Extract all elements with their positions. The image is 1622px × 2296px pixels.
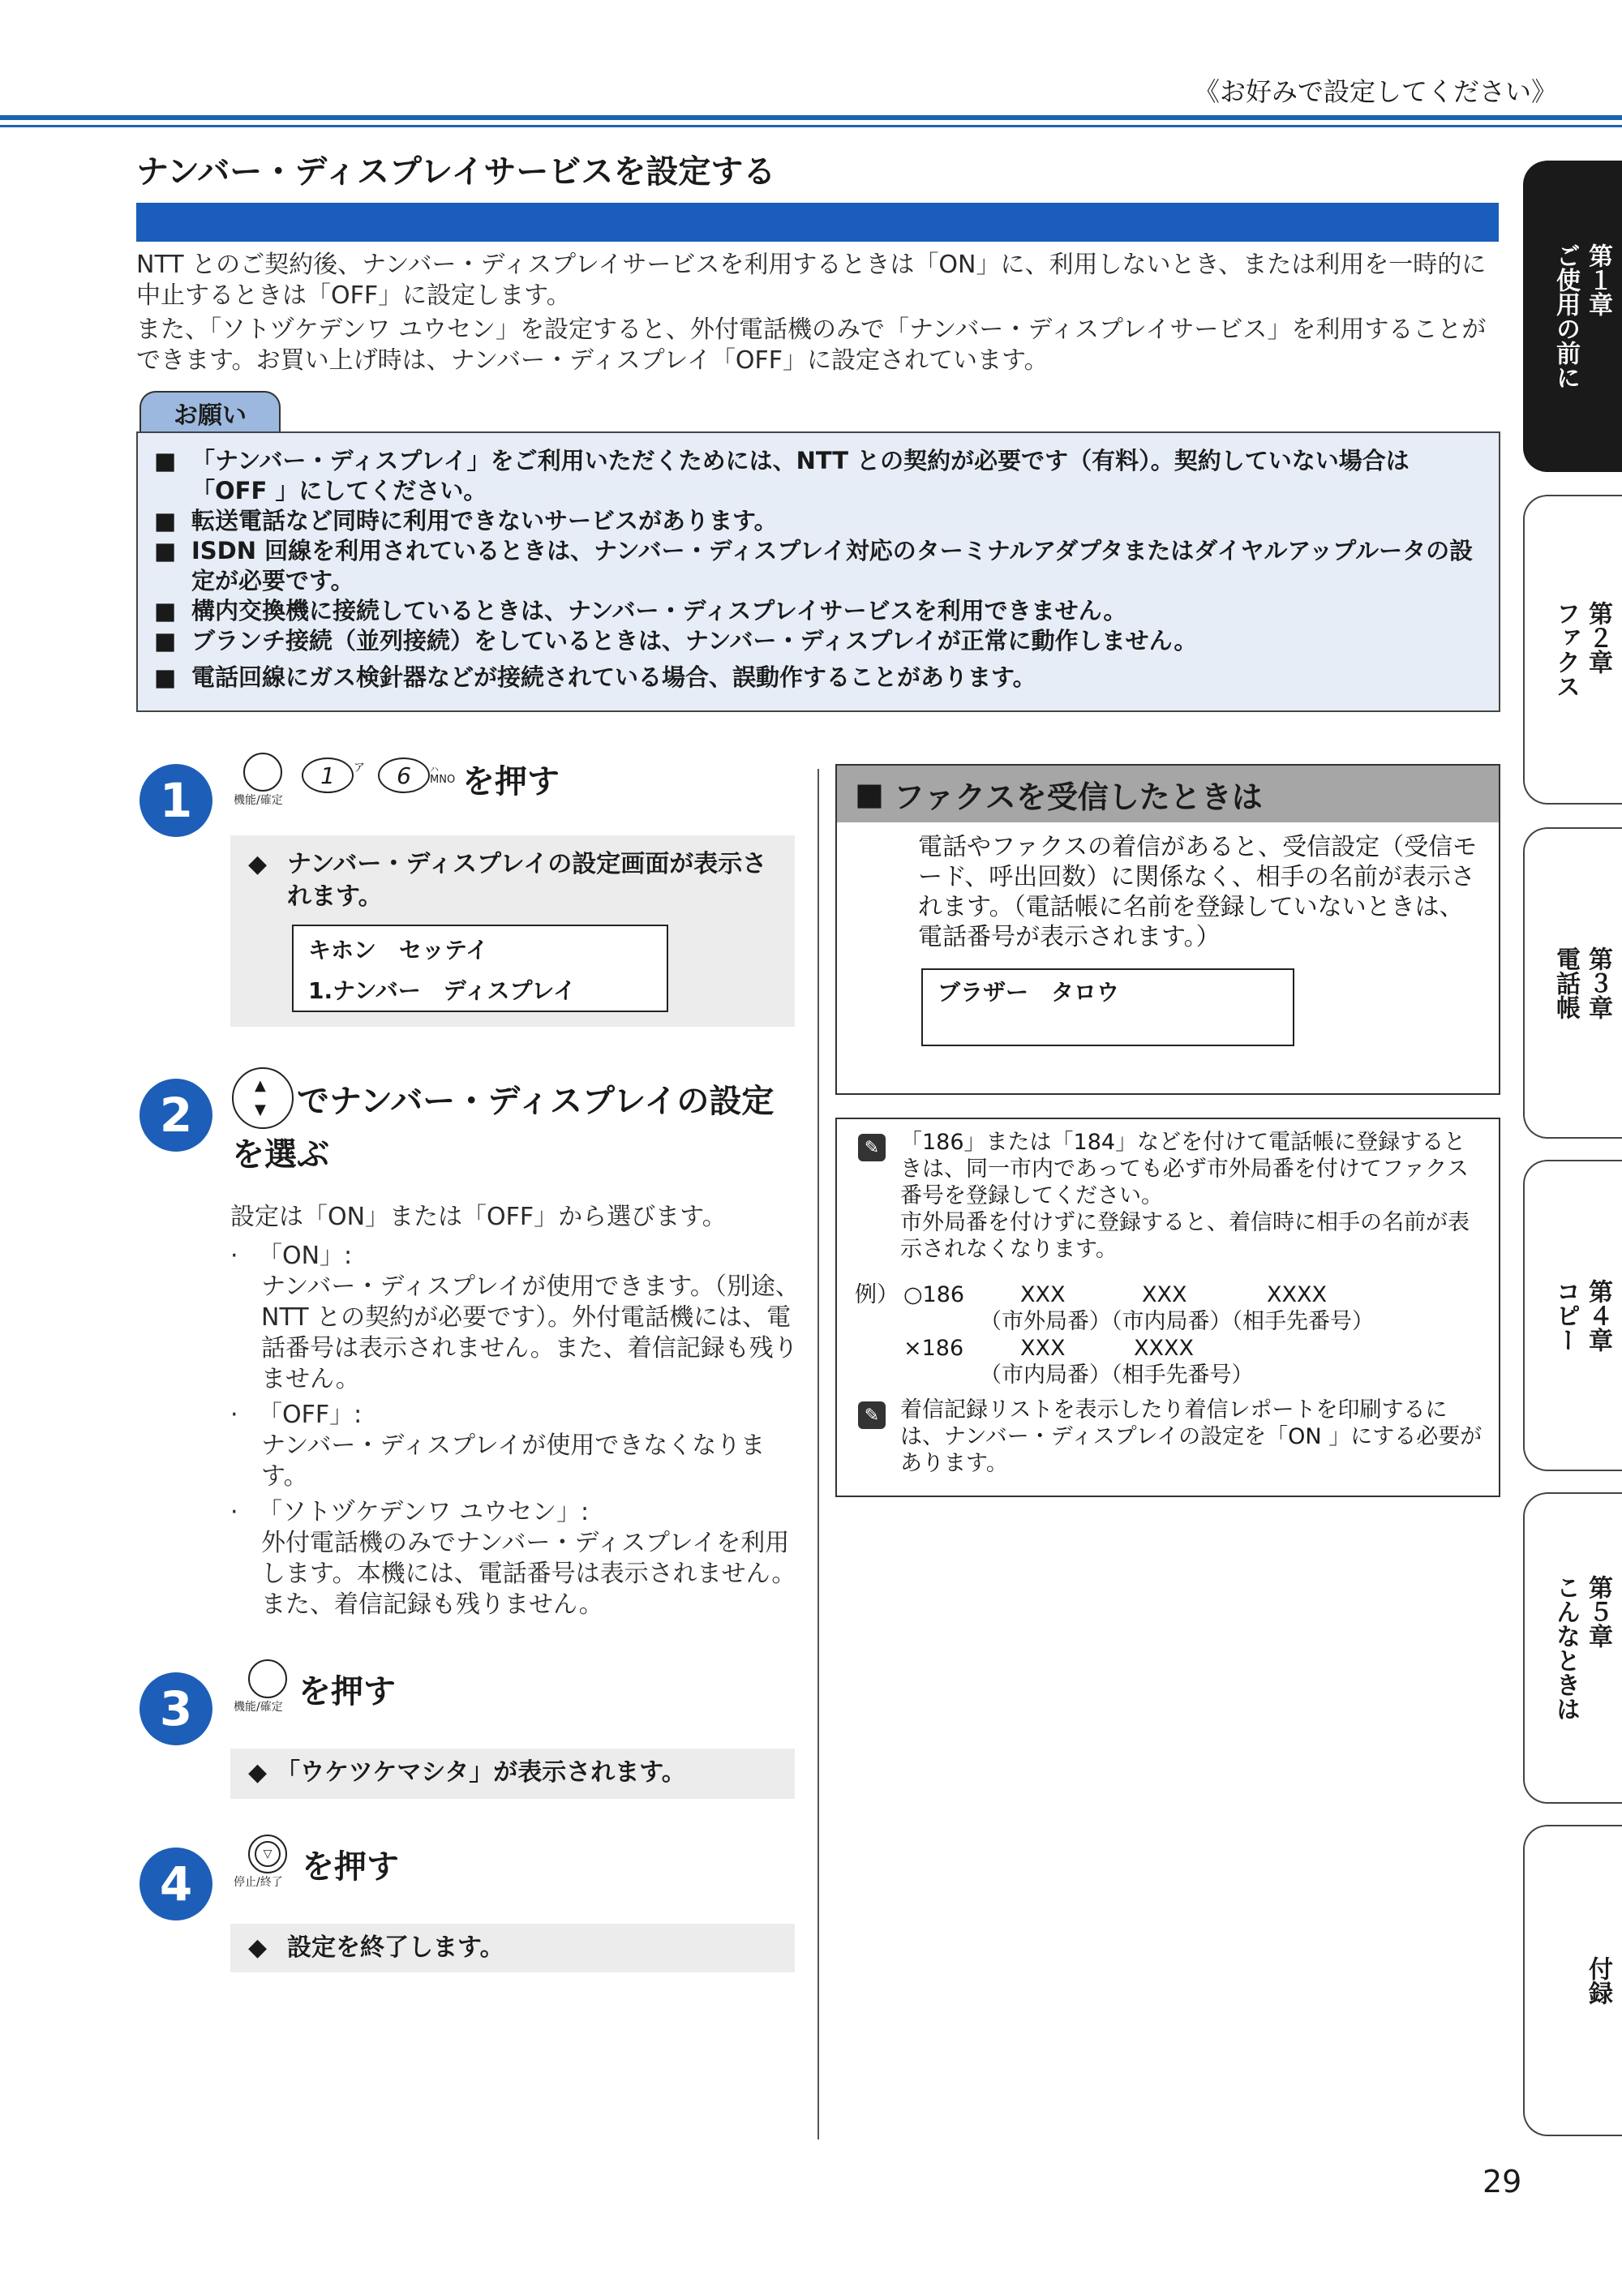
step-4-result: 設定を終了します。 [287, 1933, 504, 1962]
key-6-digit: 6 [397, 762, 411, 789]
chapter-tab-label: 第２章 ファクス [1551, 601, 1612, 698]
diamond-bullet: ◆ [248, 850, 268, 878]
example-1-area: XXX [1020, 1282, 1066, 1307]
header-rule-thin [0, 125, 1622, 127]
example-1-local: XXX [1142, 1282, 1187, 1307]
onegai-list [154, 446, 1484, 693]
function-button-icon [248, 1659, 287, 1698]
intro-text [136, 250, 1507, 380]
step-3-number: 3 [139, 1672, 212, 1745]
example-2-local: XXX [1020, 1336, 1066, 1361]
section-title: ナンバー・ディスプレイサービスを設定する [136, 153, 776, 191]
section-bar [136, 203, 1499, 242]
example-2-number: XXXX [1134, 1336, 1194, 1361]
chapter-tab-label: 第３章 電話帳 [1551, 946, 1612, 1019]
key-6-kana: ハ [430, 764, 439, 775]
step-2-number: 2 [139, 1079, 212, 1152]
stop-button-icon [248, 1835, 287, 1873]
fax-received-title: ファクスを受信したときは [893, 779, 1263, 815]
example-2-prefix: ×186 [903, 1336, 964, 1361]
step-4-action: を押す [302, 1848, 399, 1886]
lcd-display [292, 925, 668, 1012]
chapter-tab-2[interactable] [1523, 495, 1622, 805]
example-1-number: XXXX [1267, 1282, 1327, 1307]
step-2-description: 設定は「ON」または「OFF」から選びます。 [230, 1203, 727, 1231]
lcd-line-2: 1.ナンバー ディスプレイ [308, 977, 577, 1004]
chapter-tab-label: 第５章 こんなときは [1551, 1575, 1612, 1721]
intro-paragraph-2: また、「ソトヅケデンワ ユウセン」を設定すると、外付電話機のみで「ナンバー・ディスプレイサービス」を利用することができます。お買い上げ時は、ナンバー・ディスプレイ「OFF」に設定されています。 [136, 315, 1487, 375]
square-bullet: ■ [855, 776, 884, 812]
chapter-tab-label: 付録 [1584, 1956, 1612, 2005]
key-1-digit: 1 [320, 762, 335, 789]
note-1-continuation: 市外局番を付けずに登録すると、着信時に相手の名前が表示されなくなります。 [900, 1210, 1470, 1262]
memo-icon: ✎ [858, 1134, 886, 1161]
diamond-bullet: ◆ [248, 1933, 268, 1962]
running-header: 《お好みで設定してください》 [1193, 76, 1557, 107]
up-down-button-icon [232, 1067, 294, 1129]
key-6-letters: MNO [430, 774, 456, 786]
key-1-icon [302, 757, 354, 793]
chapter-tab-3[interactable] [1523, 827, 1622, 1139]
step-4-result-box [230, 1924, 795, 1972]
note-1-text: 「186」または「184」などを付けて電話帳に登録するときは、同一市内であっても必ず市外局番を付けてファクス番号を登録してください。 [900, 1130, 1469, 1208]
header-rule [0, 115, 1622, 120]
step-1-result: ナンバー・ディスプレイの設定画面が表示されます。 [287, 850, 767, 911]
option-on-text: ナンバー・ディスプレイが使用できます。（別途、NTT との契約が必要です）。外付電話機には、電話番号は表示されません。また、着信記録も残りません。 [261, 1272, 800, 1393]
example-1-labels: （市外局番）（市内局番）（相手先番号） [980, 1309, 1374, 1334]
chapter-tab-4[interactable] [1523, 1160, 1622, 1471]
onegai-item: ■ 構内交換機に接続しているときは、ナンバー・ディスプレイサービスを利用できません。 [154, 596, 1484, 626]
step-1-number: 1 [139, 764, 212, 837]
option-external-label: 「ソトヅケデンワ ユウセン」: [258, 1498, 590, 1526]
function-button-icon [243, 753, 282, 792]
option-on-label: 「ON」: [258, 1242, 353, 1270]
chapter-tab-5[interactable] [1523, 1492, 1622, 1804]
step-3-action: を押す [298, 1673, 396, 1710]
down-arrow-icon: ▼ [255, 1101, 266, 1118]
option-off-text: ナンバー・ディスプレイが使用できなくなります。 [261, 1431, 766, 1491]
onegai-label: お願い [139, 391, 281, 433]
example-label: 例） [855, 1282, 899, 1307]
page-number: 29 [1483, 2164, 1522, 2199]
notes-box [835, 1118, 1500, 1497]
chapter-tab-label: 第４章 コピー [1551, 1279, 1612, 1352]
column-divider [817, 769, 819, 2139]
example-1-prefix: ○186 [903, 1282, 965, 1307]
onegai-item: ■ 電話回線にガス検針器などが接続されている場合、誤動作することがあります。 [154, 663, 1484, 693]
note-2-text: 着信記録リストを表示したり着信レポートを印刷するには、ナンバー・ディスプレイの設定を「ON 」にする必要があります。 [900, 1397, 1483, 1476]
onegai-item: ■ 「ナンバー・ディスプレイ」をご利用いただくためには、NTT との契約が必要です（有料）。契約していない場合は「OFF 」にしてください。 [154, 446, 1484, 506]
chapter-tab-label: 第１章 ご使用の前に [1551, 243, 1612, 389]
step-2-heading-a: でナンバー・ディスプレイの設定 [297, 1083, 775, 1120]
chapter-tab-1[interactable] [1523, 161, 1622, 472]
up-arrow-icon: ▲ [255, 1077, 266, 1094]
option-off-label: 「OFF」: [258, 1401, 363, 1429]
example-2-labels: （市内局番）（相手先番号） [980, 1363, 1254, 1388]
stop-button-caption: 停止/終了 [234, 1876, 283, 1889]
chapter-tab-appendix[interactable] [1523, 1825, 1622, 2136]
step-4-number: 4 [139, 1848, 212, 1920]
function-button-caption: 機能/確定 [234, 794, 283, 807]
lcd-line-1: ブラザー タロウ [938, 979, 1120, 1006]
step-2-heading-b: を選ぶ [232, 1136, 329, 1174]
memo-icon: ✎ [858, 1401, 886, 1429]
step-3-result-box [230, 1749, 795, 1799]
option-bullet: · [230, 1498, 238, 1526]
lcd-line-1: キホン セッテイ [308, 937, 489, 963]
lcd-display [921, 968, 1294, 1046]
key-1-sub: ア [354, 762, 365, 775]
onegai-item: ■ 転送電話など同時に利用できないサービスがあります。 [154, 506, 1484, 536]
option-external-text: 外付電話機のみでナンバー・ディスプレイを利用します。本機には、電話番号は表示されません。また、着信記録も残りません。 [261, 1529, 796, 1619]
function-button-caption: 機能/確定 [234, 1701, 283, 1714]
fax-received-text: 電話やファクスの着信があると、受信設定（受信モード、呼出回数）に関係なく、相手の名前が表示されます。（電話帳に名前を登録していないときは、電話番号が表示されます。） [918, 833, 1478, 951]
fax-received-box [835, 764, 1500, 1095]
onegai-item: ■ ISDN 回線を利用されているときは、ナンバー・ディスプレイ対応のターミナルアダプタまたはダイヤルアップルータの設定が必要です。 [154, 536, 1484, 596]
step-3-result: 「ウケツケマシタ」が表示されます。 [276, 1758, 686, 1787]
option-bullet: · [230, 1242, 238, 1270]
step-1-result-box [230, 835, 795, 1027]
intro-paragraph-1: NTT とのご契約後、ナンバー・ディスプレイサービスを利用するときは「ON」に、利用しないとき、または利用を一時的に中止するときは「OFF」に設定します。 [136, 251, 1487, 310]
option-bullet: · [230, 1401, 238, 1429]
step-1-action: を押す [462, 763, 560, 800]
onegai-item: ■ ブランチ接続（並列接続）をしているときは、ナンバー・ディスプレイが正常に動作しません。 [154, 626, 1484, 656]
key-6-icon [378, 757, 430, 793]
onegai-box [136, 431, 1500, 712]
stop-symbol-icon: ▽ [255, 1841, 281, 1867]
fax-received-header [837, 766, 1499, 822]
diamond-bullet: ◆ [248, 1758, 268, 1787]
